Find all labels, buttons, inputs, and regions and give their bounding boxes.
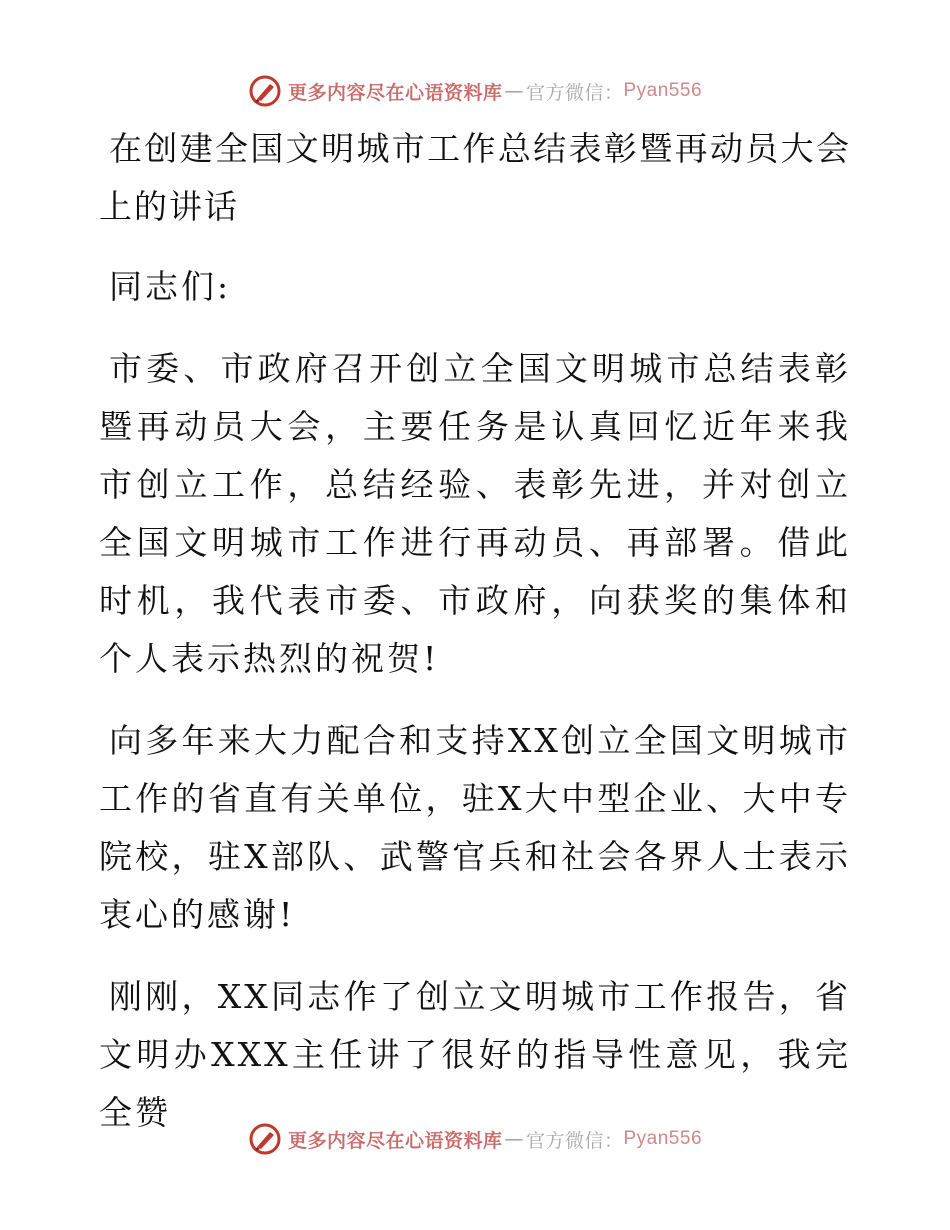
footer-banner	[0, 1119, 950, 1159]
banner-dash: —	[504, 80, 524, 102]
pen-logo-icon	[248, 74, 282, 108]
banner-main-text: 更多内容尽在心语资料库	[287, 1129, 503, 1152]
document-body	[99, 120, 851, 1166]
document-title: 在创建全国文明城市工作总结表彰暨再动员大会上的讲话	[99, 129, 851, 226]
banner-label: 官方微信：	[525, 1129, 624, 1152]
banner-main-text: 更多内容尽在心语资料库	[287, 81, 503, 104]
header-banner	[0, 71, 950, 111]
paragraph: 刚刚，XX同志作了创立文明城市工作报告，省文明办XXX主任讲了很好的指导性意见，我完全赞	[99, 977, 851, 1132]
salutation: 同志们:	[109, 267, 232, 306]
banner-label: 官方微信：	[525, 81, 624, 104]
banner-wechat-id: Pyan556	[623, 1128, 703, 1149]
pen-logo-icon	[248, 1122, 282, 1156]
paragraph: 市委、市政府召开创立全国文明城市总结表彰暨再动员大会，主要任务是认真回忆近年来我市创立工作，总结经验、表彰先进，并对创立全国文明城市工作进行再动员、再部署。借此时机，我代表市委、市政府，向获奖的集体和个人表示热烈的祝贺!	[99, 349, 851, 678]
banner-wechat-id: Pyan556	[623, 80, 703, 101]
paragraph: 向多年来大力配合和支持XX创立全国文明城市工作的省直有关单位，驻X大中型企业、大中专院校，驻X部队、武警官兵和社会各界人士表示衷心的感谢!	[99, 721, 851, 934]
banner-dash: —	[504, 1128, 524, 1150]
